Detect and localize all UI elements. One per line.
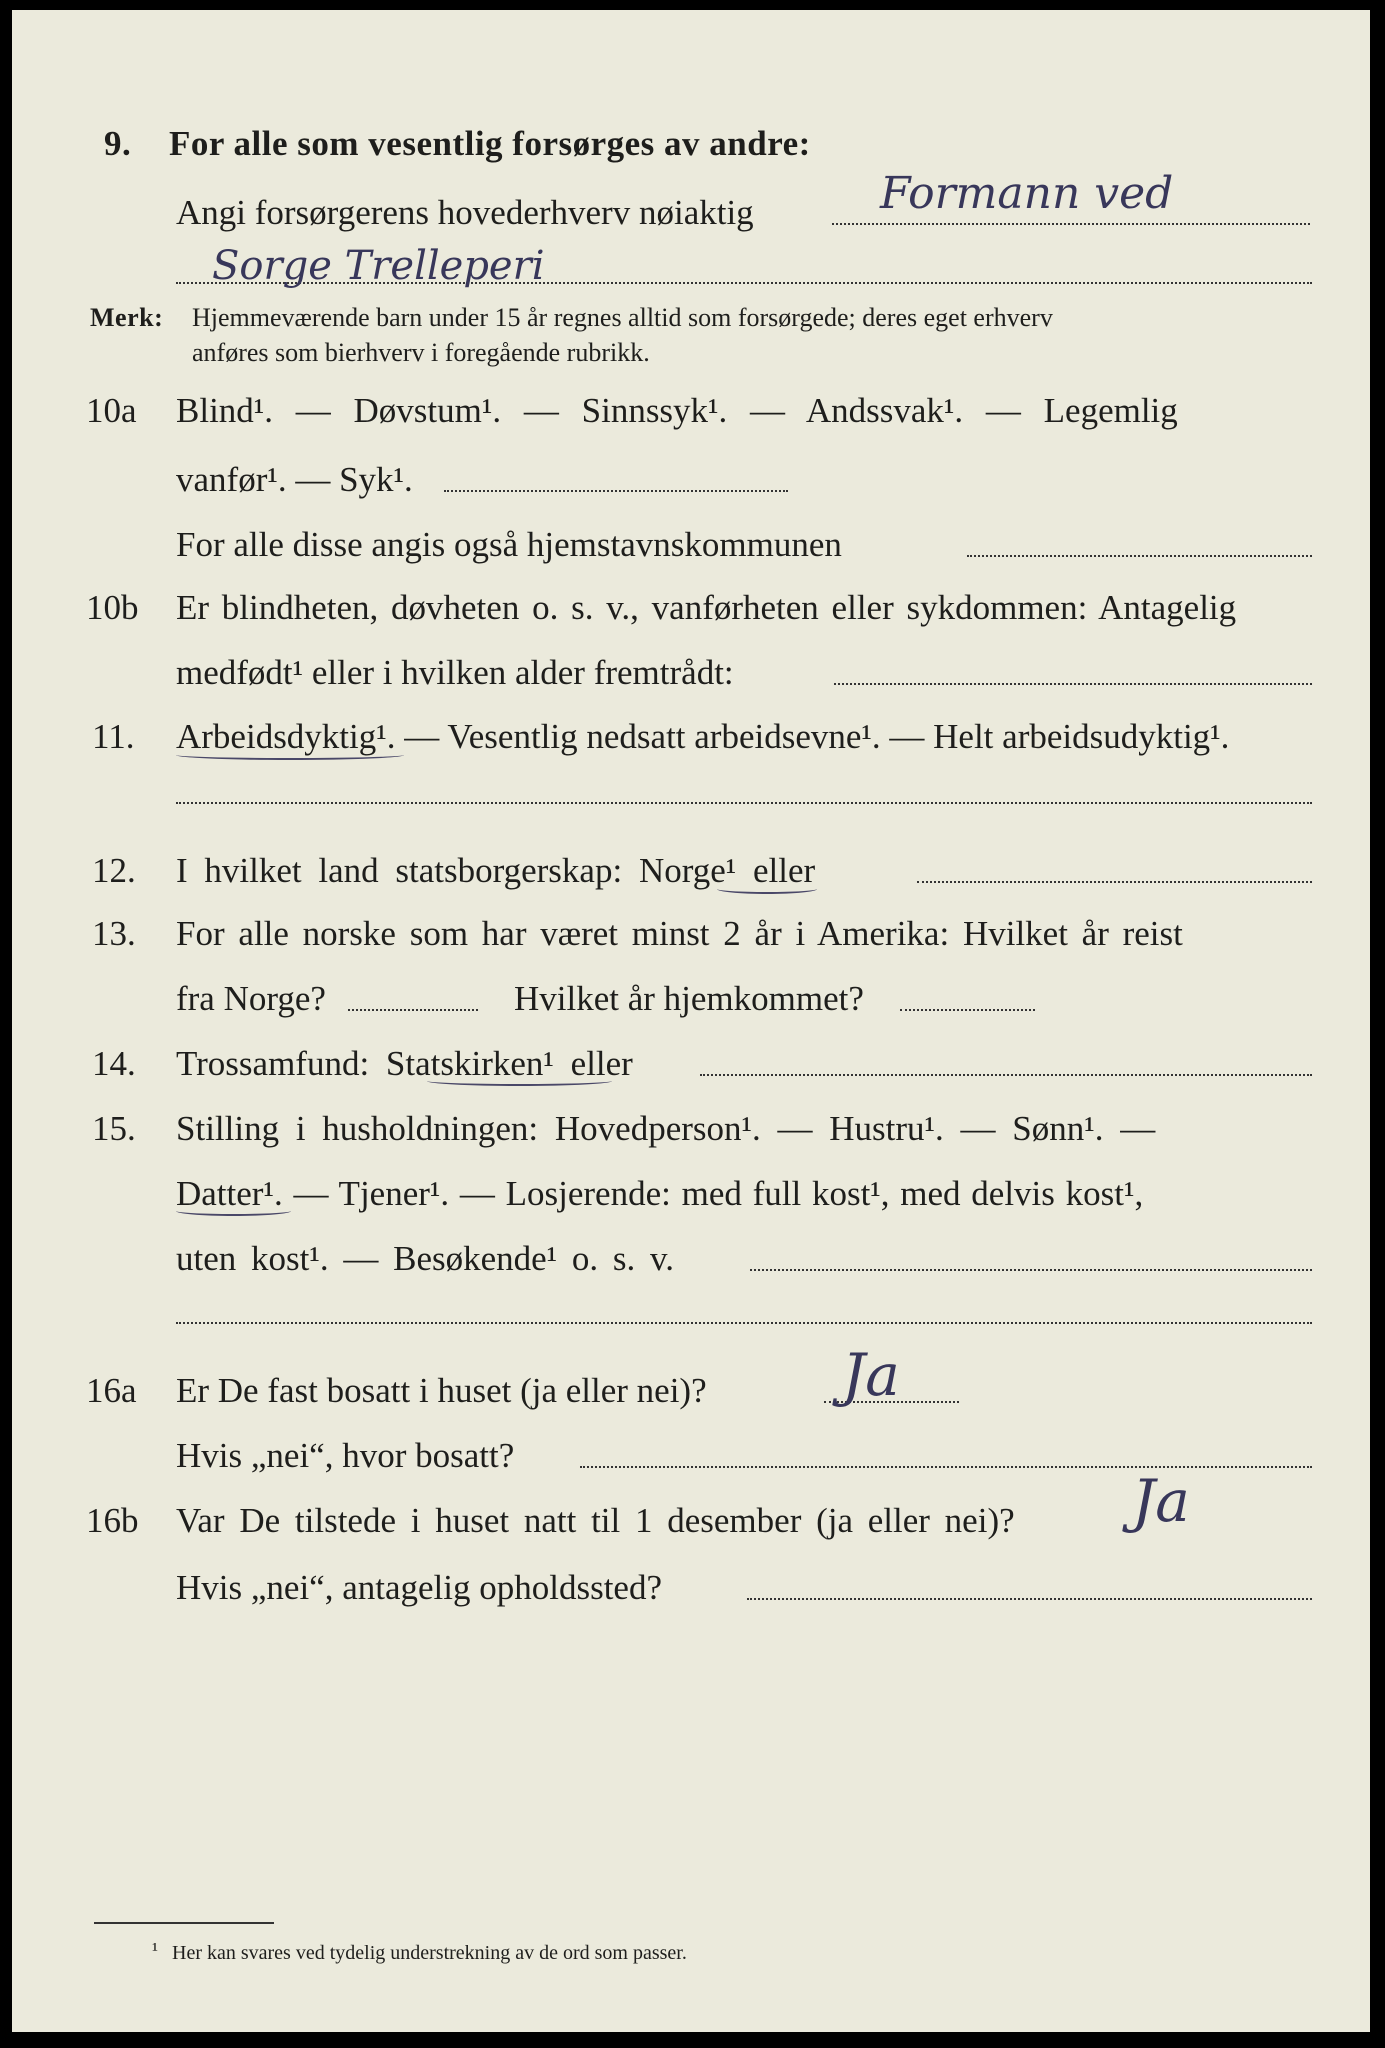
footnote-text: Her kan svares ved tydelig understrekning av de ord som passer. [172, 1942, 687, 1964]
merk-line-2: anføres som bierhverv i foregående rubrikk. [192, 338, 650, 367]
q15-answer-line-1[interactable] [750, 1269, 1312, 1271]
q15-line-2: Datter¹. — Tjener¹. — Losjerende: med full kost¹, med delvis kost¹, [176, 1174, 1144, 1213]
q16b-opholdssted-answer-line[interactable] [747, 1598, 1312, 1600]
q11-answer-line[interactable] [176, 802, 1312, 804]
q9-handwritten-answer-2: Sorge Trelleperi [212, 243, 545, 289]
q16a-bosatt-answer-line[interactable] [580, 1466, 1312, 1468]
q10a-line-2: vanfør¹. — Syk¹. [176, 460, 413, 499]
q10a-line-1: Blind¹. — Døvstum¹. — Sinnssyk¹. — Andssvak¹. — Legemlig [176, 391, 1178, 430]
q13-hjemkommet-answer-line[interactable] [900, 1009, 1035, 1011]
q15-number: 15. [92, 1109, 136, 1148]
footnote-mark: ¹ [152, 1939, 158, 1961]
q10b-answer-line[interactable] [834, 683, 1312, 685]
q16b-line-2: Hvis „nei“, antagelig opholdssted? [176, 1568, 662, 1607]
q16a-line-2: Hvis „nei“, hvor bosatt? [176, 1436, 515, 1475]
q14-line-1: Trossamfund: Statskirken¹ eller [176, 1044, 633, 1083]
q16a-handwritten-answer: Ja [842, 1341, 900, 1409]
q13-number: 13. [92, 914, 136, 953]
q15-line-3: uten kost¹. — Besøkende¹ o. s. v. [176, 1239, 675, 1278]
q12-line-1: I hvilket land statsborgerskap: Norge¹ eller [176, 851, 816, 890]
q16b-handwritten-answer: Ja [1132, 1467, 1190, 1535]
q9-number: 9. [104, 124, 132, 163]
q13-line-2a: fra Norge? [176, 979, 326, 1018]
q10a-line-3: For alle disse angis også hjemstavnskommunen [176, 525, 842, 564]
q12-answer-line[interactable] [917, 881, 1312, 883]
q15-underline-datter [176, 1206, 291, 1216]
q10b-number: 10b [86, 588, 139, 627]
q13-reist-answer-line[interactable] [348, 1009, 478, 1011]
q10a-hjemstavn-answer-line[interactable] [967, 555, 1312, 557]
merk-label: Merk: [90, 303, 164, 332]
q16a-line-1: Er De fast bosatt i huset (ja eller nei)? [176, 1371, 707, 1410]
q16a-number: 16a [86, 1371, 137, 1410]
q16b-line-1: Var De tilstede i huset natt til 1 desember (ja eller nei)? [176, 1501, 1015, 1540]
q10a-syk-answer-line[interactable] [444, 490, 788, 492]
q15-answer-line-2[interactable] [176, 1322, 1312, 1324]
q14-number: 14. [92, 1044, 136, 1083]
q11-number: 11. [92, 717, 135, 756]
q13-line-1: For alle norske som har været minst 2 år i Amerika: Hvilket år reist [176, 914, 1183, 953]
q10a-number: 10a [86, 391, 137, 430]
q10b-line-1: Er blindheten, døvheten o. s. v., vanførheten eller sykdommen: Antagelig [176, 588, 1237, 627]
q11-line-1: Arbeidsdyktig¹. — Vesentlig nedsatt arbeidsevne¹. — Helt arbeidsudyktig¹. [176, 717, 1230, 756]
q14-answer-line[interactable] [700, 1074, 1312, 1076]
footnote-rule [94, 1922, 274, 1924]
q9-prompt: Angi forsørgerens hovederhverv nøiaktig [176, 193, 754, 232]
q9-title: For alle som vesentlig forsørges av andre: [169, 124, 811, 163]
census-form-page [12, 10, 1370, 2032]
q11-underline-arbeidsdyktig [176, 750, 404, 760]
q9-handwritten-answer-1: Formann ved [880, 168, 1174, 219]
q13-line-2b: Hvilket år hjemkommet? [514, 979, 864, 1018]
q9-answer-line-1[interactable] [832, 223, 1310, 225]
q10b-line-2: medfødt¹ eller i hvilken alder fremtrådt: [176, 653, 734, 692]
q12-number: 12. [92, 851, 136, 890]
q16b-number: 16b [86, 1501, 139, 1540]
q12-underline-norge [717, 884, 817, 894]
q15-line-1: Stilling i husholdningen: Hovedperson¹. — Hustru¹. — Sønn¹. — [176, 1109, 1156, 1148]
q14-underline-statskirken [427, 1076, 612, 1086]
merk-line-1: Hjemmeværende barn under 15 år regnes alltid som forsørgede; deres eget erhverv [192, 303, 1053, 332]
